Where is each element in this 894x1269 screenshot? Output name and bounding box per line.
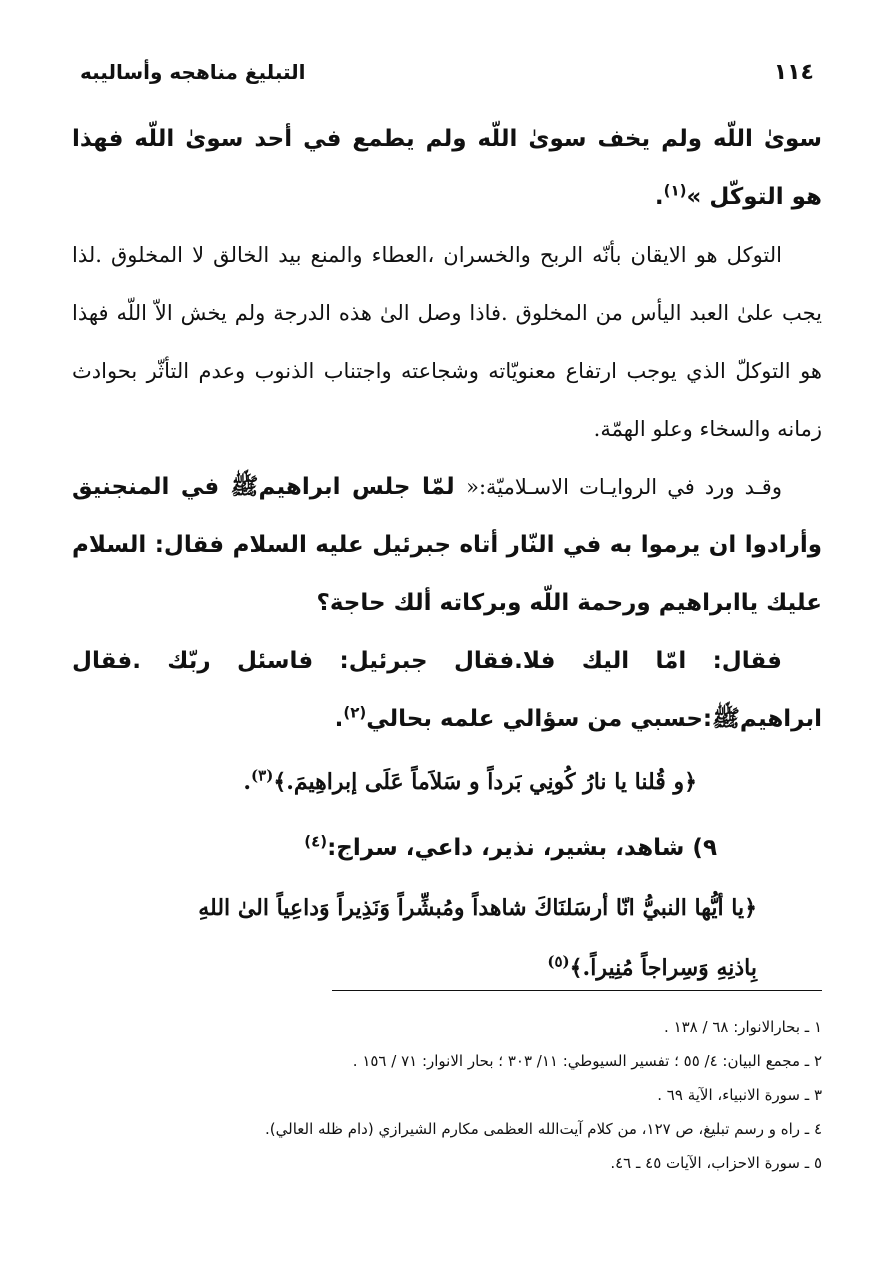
footnote-2: ٢ ـ مجمع البيان: ٤/ ٥٥ ؛ تفسير السيوطي: ١١/ ٣٠٣ ؛ بحار الانوار: ٧١ / ١٥٦ . <box>352 1052 822 1070</box>
paragraph-4-text: فقال: امّا اليك فلا.فقال جبرئيل: فاسئل ربّك .فقال ابراهيمﷺ:حسبي من سؤالي علمه بحالي <box>72 648 822 732</box>
footnote-divider <box>332 990 822 991</box>
paragraph-1-text: سوىٰ اللّه ولم يخف سوىٰ اللّه ولم يطمع في أحد سوىٰ اللّه فهذا هو التوكّل » <box>72 126 822 210</box>
quran-verse-1 <box>72 752 822 812</box>
paragraph-2: التوكل هو الايقان بأنّه الربح والخسران ،العطاء والمنع بيد الخالق لا المخلوق .لذا يجب علىٰ العبد اليأس من المخلوق .فاذا وصل الىٰ هذه الدرجة ولم يخش الاّ اللّه فهذا هو التوكلّ الذي يوجب ارتفاع معنويّاته وشجاعته واجتناب الذنوب وعدم التأثّر بحوادث زمانه والسخاء وعلو الهمّة. <box>72 243 822 441</box>
quran-verse-1-text: ﴿و قُلنا يا نارُ كُونِي بَرداً و سَلاَماً عَلَى إبراهِيمَ.﴾ <box>273 769 697 795</box>
paragraph-1 <box>72 110 822 226</box>
section-heading-9 <box>72 818 822 878</box>
quran-verse-1-end: . <box>243 769 252 795</box>
page-header <box>80 52 814 92</box>
footnote-ref-2: (٢) <box>343 703 367 722</box>
footnote-ref-1: (١) <box>663 181 687 200</box>
quran-verse-2-line-1: ﴿يا أيُّها النبيُّ انّا أرسَلنَاكَ شاهداً ومُبشِّراً وَنَذِيراً وَداعِياً الىٰ اللهِ <box>198 895 757 921</box>
footnote-5: ٥ ـ سورة الاحزاب، الآيات ٤٥ ـ ٤٦. <box>610 1154 822 1172</box>
paragraph-1-end: . <box>654 184 664 210</box>
running-title: التبليغ مناهجه وأساليبه <box>80 60 306 84</box>
section-heading-9-text: ٩) شاهد، بشير، نذير، داعي، سراج: <box>327 835 717 861</box>
paragraph-3 <box>72 458 822 632</box>
quran-verse-2-line-2 <box>72 938 822 998</box>
footnote-1: ١ ـ بحارالانوار: ٦٨ / ١٣٨ . <box>664 1018 822 1036</box>
paragraph-4 <box>72 632 822 748</box>
footnote-3: ٣ ـ سورة الانبياء، الآية ٦٩ . <box>657 1086 822 1104</box>
page-body <box>72 110 822 998</box>
footnotes <box>72 1010 822 1180</box>
footnote-ref-5: (٥) <box>547 952 570 971</box>
footnote-4: ٤ ـ راه و رسم تبليغ، ص ١٢٧، من كلام آيت‌الله العظمى مكارم الشيرازي (دام ظله العالي). <box>265 1120 822 1138</box>
footnote-ref-4: (٤) <box>304 832 328 851</box>
quran-verse-2-line-2-text: بِاذنِهِ وَسِراجاً مُنِيراً.﴾ <box>569 955 757 981</box>
page-number: ١١٤ <box>773 59 814 85</box>
paragraph-4-end: . <box>334 706 344 732</box>
paragraph-3-intro: وقـد ورد في الروايـات الاسـلاميّة:« <box>466 475 782 499</box>
paragraph-3-quote: لمّا جلس ابراهيمﷺ في المنجنيق وأرادوا ان يرموا به في النّار أتاه جبرئيل عليه السلام فقال: السلام عليك ياابراهيم ورحمة اللّه وبركاته ألك حاجة؟ <box>72 474 822 616</box>
footnote-ref-3: (٣) <box>251 766 274 785</box>
